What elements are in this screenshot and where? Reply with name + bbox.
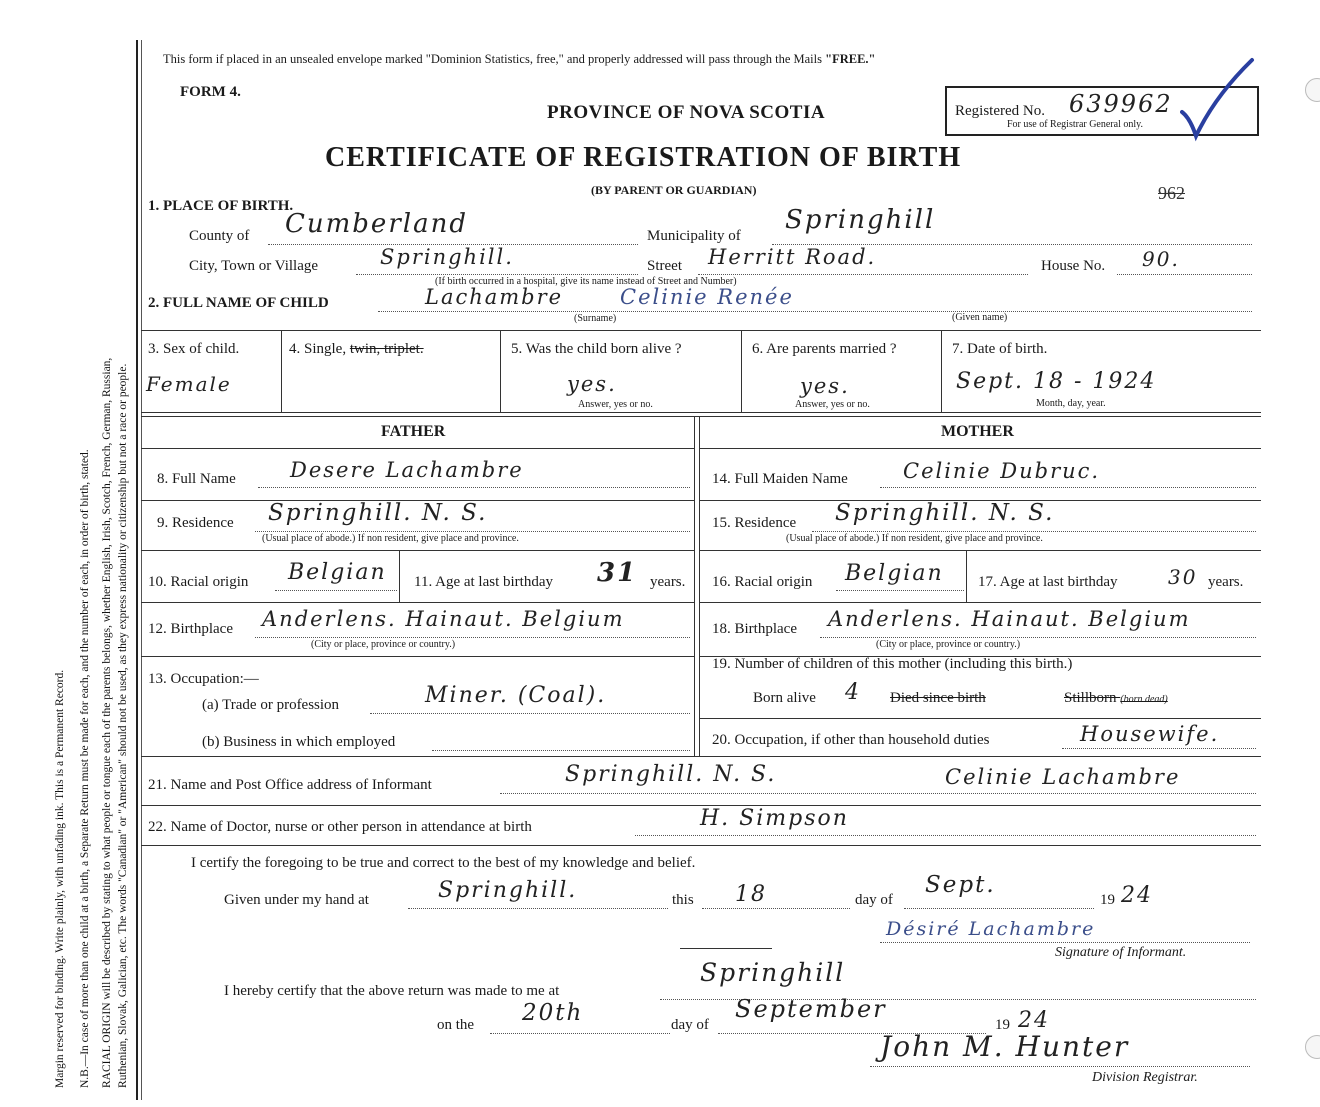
sex-label: 3. Sex of child. — [148, 341, 240, 357]
married-note: Answer, yes or no. — [795, 399, 870, 410]
father-residence-value: Springhill. N. S. — [268, 500, 488, 526]
dob-value: Sept. 18 - 1924 — [956, 369, 1157, 394]
binding-rule-inner — [141, 40, 142, 1100]
place-label: 1. PLACE OF BIRTH. — [148, 198, 294, 214]
given-note: (Given name) — [952, 312, 1008, 323]
on-the-label: on the — [437, 1017, 475, 1033]
twin-label: twin, triplet. — [349, 341, 424, 357]
form-number: FORM 4. — [180, 84, 241, 100]
given-year: 24 — [1121, 883, 1153, 908]
informant-signature: Désiré Lachambre — [886, 918, 1096, 940]
born-alive-value: 4 — [845, 680, 861, 705]
margin-note-1: Margin reserved for binding. Write plainly, with unfading ink. This is a Permanent Record. — [54, 669, 66, 1088]
house-value: 90. — [1142, 247, 1180, 271]
reg-label: Registered No. — [955, 103, 1045, 119]
mother-heading: MOTHER — [941, 423, 1014, 440]
mail-notice: This form if placed in an unsealed envelope marked "Dominion Statistics, free," and properly addressed will pass through the Mails "FREE." — [163, 52, 876, 66]
certify-line: I certify the foregoing to be true and correct to the best of my knowledge and belief. — [191, 855, 696, 871]
business-label: (b) Business in which employed — [202, 734, 396, 750]
given-label: Given under my hand at — [224, 892, 369, 908]
married-label: 6. Are parents married ? — [752, 341, 897, 357]
registrar-day: 20th — [522, 1000, 584, 1026]
alive-value: yes. — [567, 372, 617, 396]
registrar-year: 24 — [1018, 1008, 1050, 1033]
died-label: Died since birth — [890, 690, 986, 706]
checkmark-icon — [1180, 56, 1260, 146]
hole-punch-top — [1305, 78, 1320, 102]
mother-residence-value: Springhill. N. S. — [835, 500, 1055, 526]
doctor-label: 22. Name of Doctor, nurse or other person in attendance at birth — [148, 819, 532, 835]
registrar-line: I hereby certify that the above return was made to me at — [224, 983, 560, 999]
province-title: PROVINCE OF NOVA SCOTIA — [547, 102, 826, 123]
mother-birthplace-label: 18. Birthplace — [712, 621, 797, 637]
married-value: yes. — [800, 374, 850, 398]
mother-birthplace-value: Anderlens. Hainaut. Belgium — [828, 607, 1191, 631]
registrar-signature-label: Division Registrar. — [1092, 1070, 1198, 1085]
hospital-note: (If birth occurred in a hospital, give its name instead of Street and Number) — [435, 276, 737, 287]
father-birthplace-value: Anderlens. Hainaut. Belgium — [262, 607, 625, 631]
father-heading: FATHER — [381, 423, 446, 440]
mail-free: "FREE." — [825, 52, 876, 66]
father-residence-note: (Usual place of abode.) If non resident, give place and province. — [262, 533, 519, 544]
reg-note: For use of Registrar General only. — [1007, 119, 1143, 130]
mother-age-label: 17. Age at last birthday — [978, 574, 1118, 590]
alive-note: Answer, yes or no. — [578, 399, 653, 410]
municipality-label: Municipality of — [647, 228, 741, 244]
given-place: Springhill. — [438, 878, 578, 903]
father-age-label: 11. Age at last birthday — [414, 574, 553, 590]
informant-signature-label: Signature of Informant. — [1055, 945, 1187, 960]
page-title: CERTIFICATE OF REGISTRATION OF BIRTH — [325, 142, 962, 173]
county-value: Cumberland — [285, 209, 468, 239]
side-number: 962 — [1158, 183, 1185, 203]
mother-name-label: 14. Full Maiden Name — [712, 471, 848, 487]
father-birthplace-note: (City or place, province or country.) — [311, 639, 456, 650]
mother-residence-note: (Usual place of abode.) If non resident, give place and province. — [786, 533, 1043, 544]
stillborn-label: Stillborn (born dead) — [1064, 690, 1168, 706]
municipality-value: Springhill — [785, 205, 936, 235]
sex-value: Female — [146, 372, 232, 396]
mother-occupation-label: 20. Occupation, if other than household duties — [712, 732, 990, 748]
hole-punch-bottom — [1305, 1035, 1320, 1059]
house-label: House No. — [1041, 258, 1106, 274]
informant-name: Celinie Lachambre — [945, 765, 1181, 789]
county-label: County of — [189, 228, 250, 244]
father-birthplace-label: 12. Birthplace — [148, 621, 233, 637]
given-year-prefix: 19 — [1100, 892, 1115, 908]
born-alive-label: Born alive — [753, 690, 816, 706]
father-age-value: 31 — [597, 558, 638, 588]
registrar-signature: John M. Hunter — [880, 1030, 1130, 1063]
child-given-name: Celinie Renée — [620, 285, 794, 309]
mother-birthplace-note: (City or place, province or country.) — [876, 639, 1021, 650]
child-surname: Lachambre — [425, 285, 564, 309]
trade-label: (a) Trade or profession — [202, 697, 340, 713]
children-label: 19. Number of children of this mother (including this birth.) — [712, 656, 1073, 672]
registrar-place: Springhill — [700, 958, 846, 987]
street-value: Herritt Road. — [708, 245, 877, 269]
binding-rule — [136, 40, 138, 1100]
margin-note-2: N.B.—In case of more than one child at a birth, a Separate Return must be made for each, and the number of each, in order of birth, stated. — [79, 449, 91, 1088]
margin-note-3: RACIAL ORIGIN will be described by stating to what people or tongue each of the parents belongs, whether English, Irish, Scotch, French, German, Russian, — [101, 357, 113, 1088]
father-race-label: 10. Racial origin — [148, 574, 249, 590]
page-subtitle: (BY PARENT OR GUARDIAN) — [591, 183, 757, 197]
single-label: 4. Single, twin, triplet. — [289, 341, 424, 357]
father-residence-label: 9. Residence — [157, 515, 234, 531]
given-day: 18 — [735, 882, 767, 907]
given-month: Sept. — [925, 872, 996, 898]
stillborn-note: (born dead) — [1120, 694, 1168, 705]
surname-note: (Surname) — [574, 313, 617, 324]
city-value: Springhill. — [380, 245, 514, 269]
father-race-value: Belgian — [288, 560, 387, 585]
mother-residence-label: 15. Residence — [712, 515, 797, 531]
doctor-name: H. Simpson — [700, 806, 849, 831]
informant-address: Springhill. N. S. — [565, 762, 777, 787]
mother-race-label: 16. Racial origin — [712, 574, 813, 590]
child-name-label: 2. FULL NAME OF CHILD — [148, 295, 329, 311]
alive-label: 5. Was the child born alive ? — [511, 341, 682, 357]
margin-note-4: Ruthenian, Slovak, Galician, etc. The words "Canadian" or "American" should not be used, as they express nationality or citizenship but not a race or people. — [117, 363, 129, 1088]
occupation-label: 13. Occupation:— — [148, 671, 259, 687]
registrar-month: September — [735, 995, 887, 1023]
father-name-label: 8. Full Name — [157, 471, 236, 487]
this-label: this — [672, 892, 694, 908]
registrar-year-prefix: 19 — [995, 1017, 1010, 1033]
mother-age-value: 30 — [1168, 565, 1198, 589]
mother-occupation-value: Housewife. — [1080, 722, 1220, 746]
mother-years: years. — [1208, 574, 1244, 590]
dob-label: 7. Date of birth. — [952, 341, 1048, 357]
father-years: years. — [650, 574, 686, 590]
mother-name-value: Celinie Dubruc. — [903, 459, 1101, 483]
dob-note: Month, day, year. — [1036, 398, 1106, 409]
informant-label: 21. Name and Post Office address of Informant — [148, 777, 432, 793]
reg-number: 639962 — [1069, 90, 1173, 118]
given-day-of-label: day of — [855, 892, 893, 908]
city-label: City, Town or Village — [189, 258, 319, 274]
father-name-value: Desere Lachambre — [290, 458, 524, 482]
mother-race-value: Belgian — [845, 561, 944, 586]
street-label: Street — [647, 258, 682, 274]
registrar-day-of-label: day of — [671, 1017, 709, 1033]
trade-value: Miner. (Coal). — [425, 683, 607, 708]
